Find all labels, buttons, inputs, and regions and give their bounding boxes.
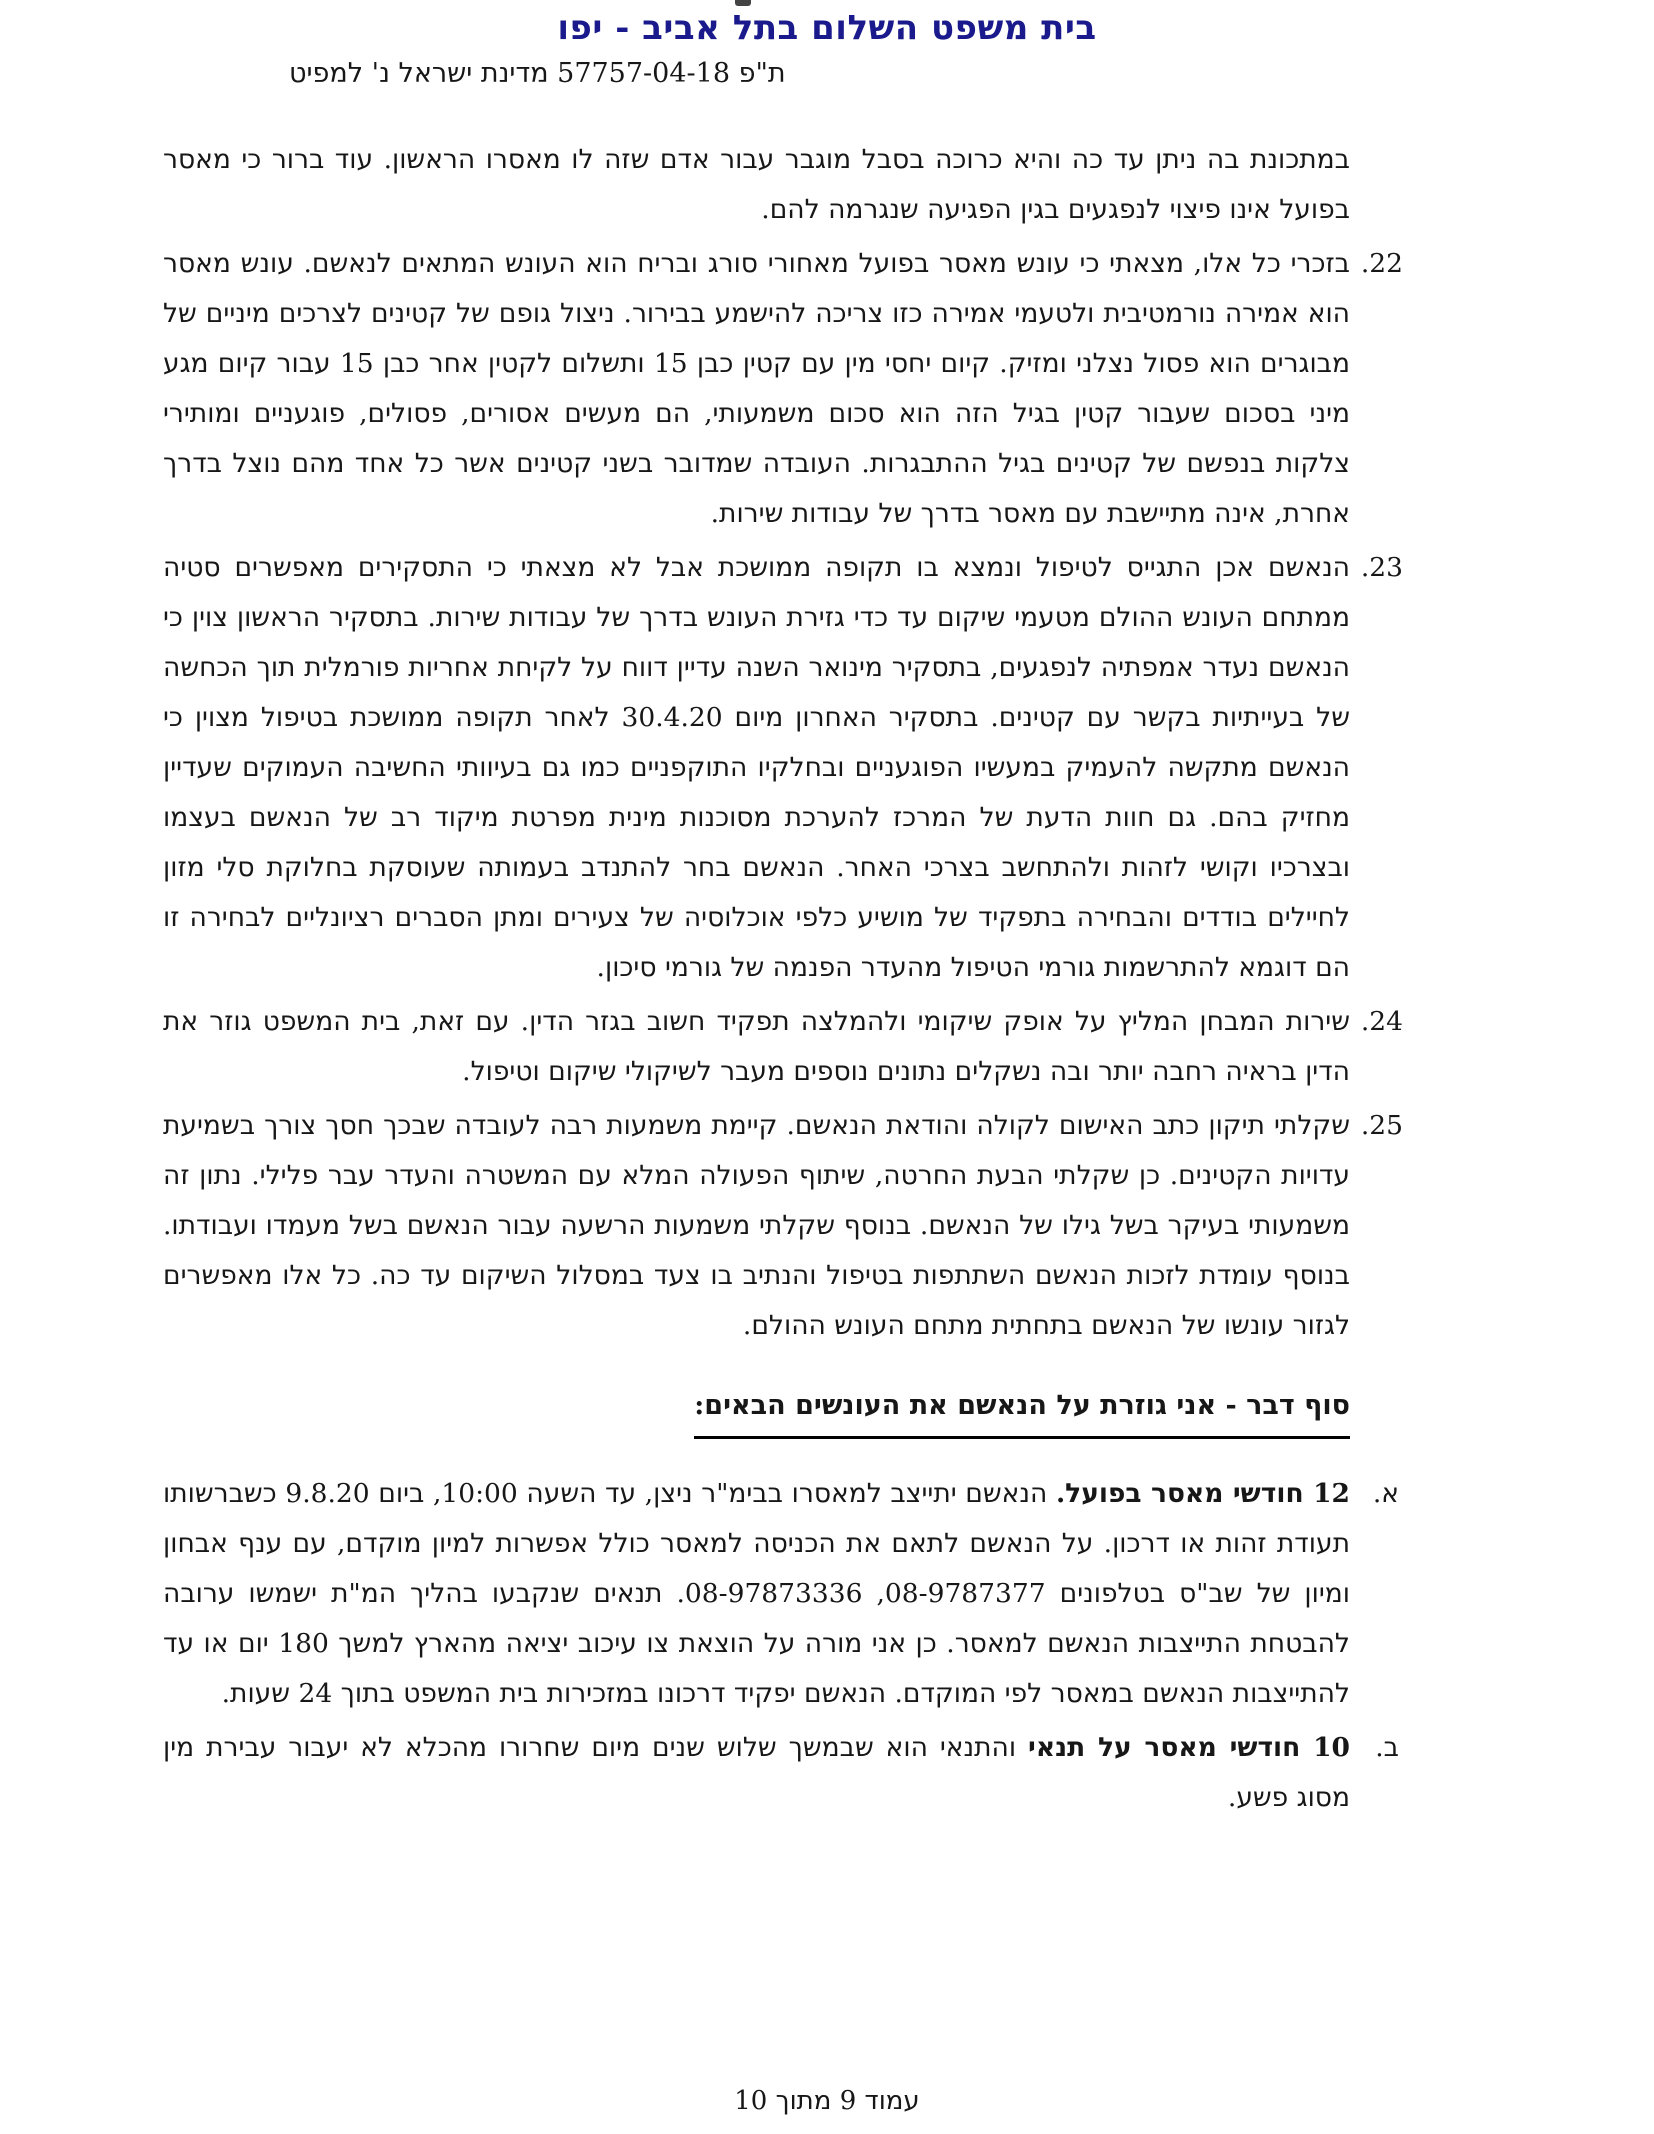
sentence-text: והתנאי הוא שבמשך שלוש שנים מיום שחרורו מהכלא לא יעבור עבירת מין מסוג פשע. xyxy=(163,1732,1350,1813)
numbered-paragraph-25 xyxy=(163,1101,1405,1351)
sentence-item-a xyxy=(163,1469,1405,1719)
sentence-items xyxy=(163,1469,1405,1823)
numbered-paragraph-23 xyxy=(163,543,1405,993)
page-number-indicator: עמוד 9 מתוך 10 xyxy=(734,2086,920,2116)
paragraph-number: 25. xyxy=(1360,1110,1403,1141)
scan-artifact-mark xyxy=(735,0,751,6)
numbered-paragraph-22 xyxy=(163,239,1405,539)
verdict-heading-text: סוף דבר - אני גוזרת על הנאשם את העונשים הבאים: xyxy=(694,1381,1350,1439)
decision-body xyxy=(163,135,1405,1823)
item-letter: ב. xyxy=(1375,1732,1399,1763)
paragraph-text: שקלתי תיקון כתב האישום לקולה והודאת הנאשם. קיימת משמעות רבה לעובדה שבכך חסך צורך בשמיעת עדויות הקטינים. כן שקלתי הבעת החרטה, שיתוף הפעולה המלא עם המשטרה והעדר עבר פלילי. נתון זה משמעותי בעיקר בשל גילו של הנאשם. בנוסף שקלתי משמעות הרשעה עבור הנאשם בשל מעמדו ועבודתו. בנוסף עומדת לזכות הנאשם השתתפות בטיפול והנתיב בו צעד במסלול השיקום עד כה. כל אלו מאפשרים לגזור עונשו של הנאשם בתחתית מתחם העונש ההולם. xyxy=(163,1110,1350,1341)
sentence-lead-bold: 10 חודשי מאסר על תנאי xyxy=(1028,1732,1350,1763)
sentence-text: הנאשם יתייצב למאסרו בבימ"ר ניצן, עד השעה 10:00, ביום 9.8.20 כשברשותו תעודת זהות או דרכון. על הנאשם לתאם את הכניסה למאסר כולל אפשרות למיון מוקדם, עם ענף אבחון ומיון של שב"ס בטלפונים 08-9787377, 08-97873336. תנאים שנקבעו בהליך המ"ת ישמשו ערובה להבטחת התייצבות הנאשם למאסר. כן אני מורה על הוצאת צו עיכוב יציאה מהארץ למשך 180 יום או עד להתייצבות הנאשם במאסר לפי המוקדם. הנאשם יפקיד דרכונו במזכירות בית המשפט בתוך 24 שעות. xyxy=(163,1478,1350,1709)
verdict-section-heading xyxy=(163,1381,1350,1439)
paragraph-number: 23. xyxy=(1360,552,1403,583)
paragraph-text: הנאשם אכן התגייס לטיפול ונמצא בו תקופה ממושכת אבל לא מצאתי כי התסקירים מאפשרים סטיה ממתחם העונש ההולם מטעמי שיקום עד כדי גזירת העונש בדרך של עבודות שירות. בתסקיר הראשון צוין כי הנאשם נעדר אמפתיה לנפגעים, בתסקיר מינואר השנה עדיין דווח על לקיחת אחריות פורמלית תוך הכחשה של בעייתיות בקשר עם קטינים. בתסקיר האחרון מיום 30.4.20 לאחר תקופה ממושכת בטיפול מצוין כי הנאשם מתקשה להעמיק במעשיו הפוגעניים ובחלקיו התוקפניים כמו גם בעיוותי החשיבה העמוקים שעדיין מחזיק בהם. גם חוות הדעת של המרכז להערכת מסוכנות מינית מפרטת מיקוד רב של הנאשם בעצמו ובצרכיו וקושי לזהות ולהתחשב בצרכי האחר. הנאשם בחר להתנדב בעמותה שעוסקת בחלוקת סלי מזון לחיילים בודדים והבחירה בתפקיד של מושיע כלפי אוכלוסיה של צעירים ומתן הסברים רציונליים לבחירה זו הם דוגמא להתרשמות גורמי הטיפול מהעדר הפנמה של גורמי סיכון. xyxy=(163,552,1350,983)
paragraph-text: שירות המבחן המליץ על אופק שיקומי ולהמלצה תפקיד חשוב בגזר הדין. עם זאת, בית המשפט גוזר את הדין בראיה רחבה יותר ובה נשקלים נתונים נוספים מעבר לשיקולי שיקום וטיפול. xyxy=(163,1006,1350,1087)
paragraph-number: 24. xyxy=(1360,1006,1403,1037)
sentence-lead-bold: 12 חודשי מאסר בפועל. xyxy=(1055,1478,1350,1509)
paragraph-continuation: במתכונת בה ניתן עד כה והיא כרוכה בסבל מוגבר עבור אדם שזה לו מאסרו הראשון. עוד ברור כי מאסר בפועל אינו פיצוי לנפגעים בגין הפגיעה שנגרמה להם. xyxy=(163,144,1350,225)
sentence-item-b xyxy=(163,1723,1405,1823)
item-letter: א. xyxy=(1372,1478,1399,1509)
numbered-paragraph-24 xyxy=(163,997,1405,1097)
case-number-line: ת"פ 57757-04-18 מדינת ישראל נ' למפיט xyxy=(289,58,786,89)
paragraph-number: 22. xyxy=(1360,248,1403,279)
court-title: בית משפט השלום בתל אביב - יפו xyxy=(557,8,1097,48)
paragraph-text: בזכרי כל אלו, מצאתי כי עונש מאסר בפועל מאחורי סורג ובריח הוא העונש המתאים לנאשם. עונש מאסר הוא אמירה נורמטיבית ולטעמי אמירה כזו צריכה להישמע בבירור. ניצול גופם של קטינים לצרכים מיניים של מבוגרים הוא פסול נצלני ומזיק. קיום יחסי מין עם קטין כבן 15 ותשלום לקטין אחר כבן 15 עבור קיום מגע מיני בסכום שעבור קטין בגיל הזה הוא סכום משמעותי, הם מעשים אסורים, פסולים, פוגעניים ומותירי צלקות בנפשם של קטינים בגיל ההתבגרות. העובדה שמדובר בשני קטינים אשר כל אחד מהם נוצל בדרך אחרת, אינה מתיישבת עם מאסר בדרך של עבודות שירות. xyxy=(163,248,1350,529)
